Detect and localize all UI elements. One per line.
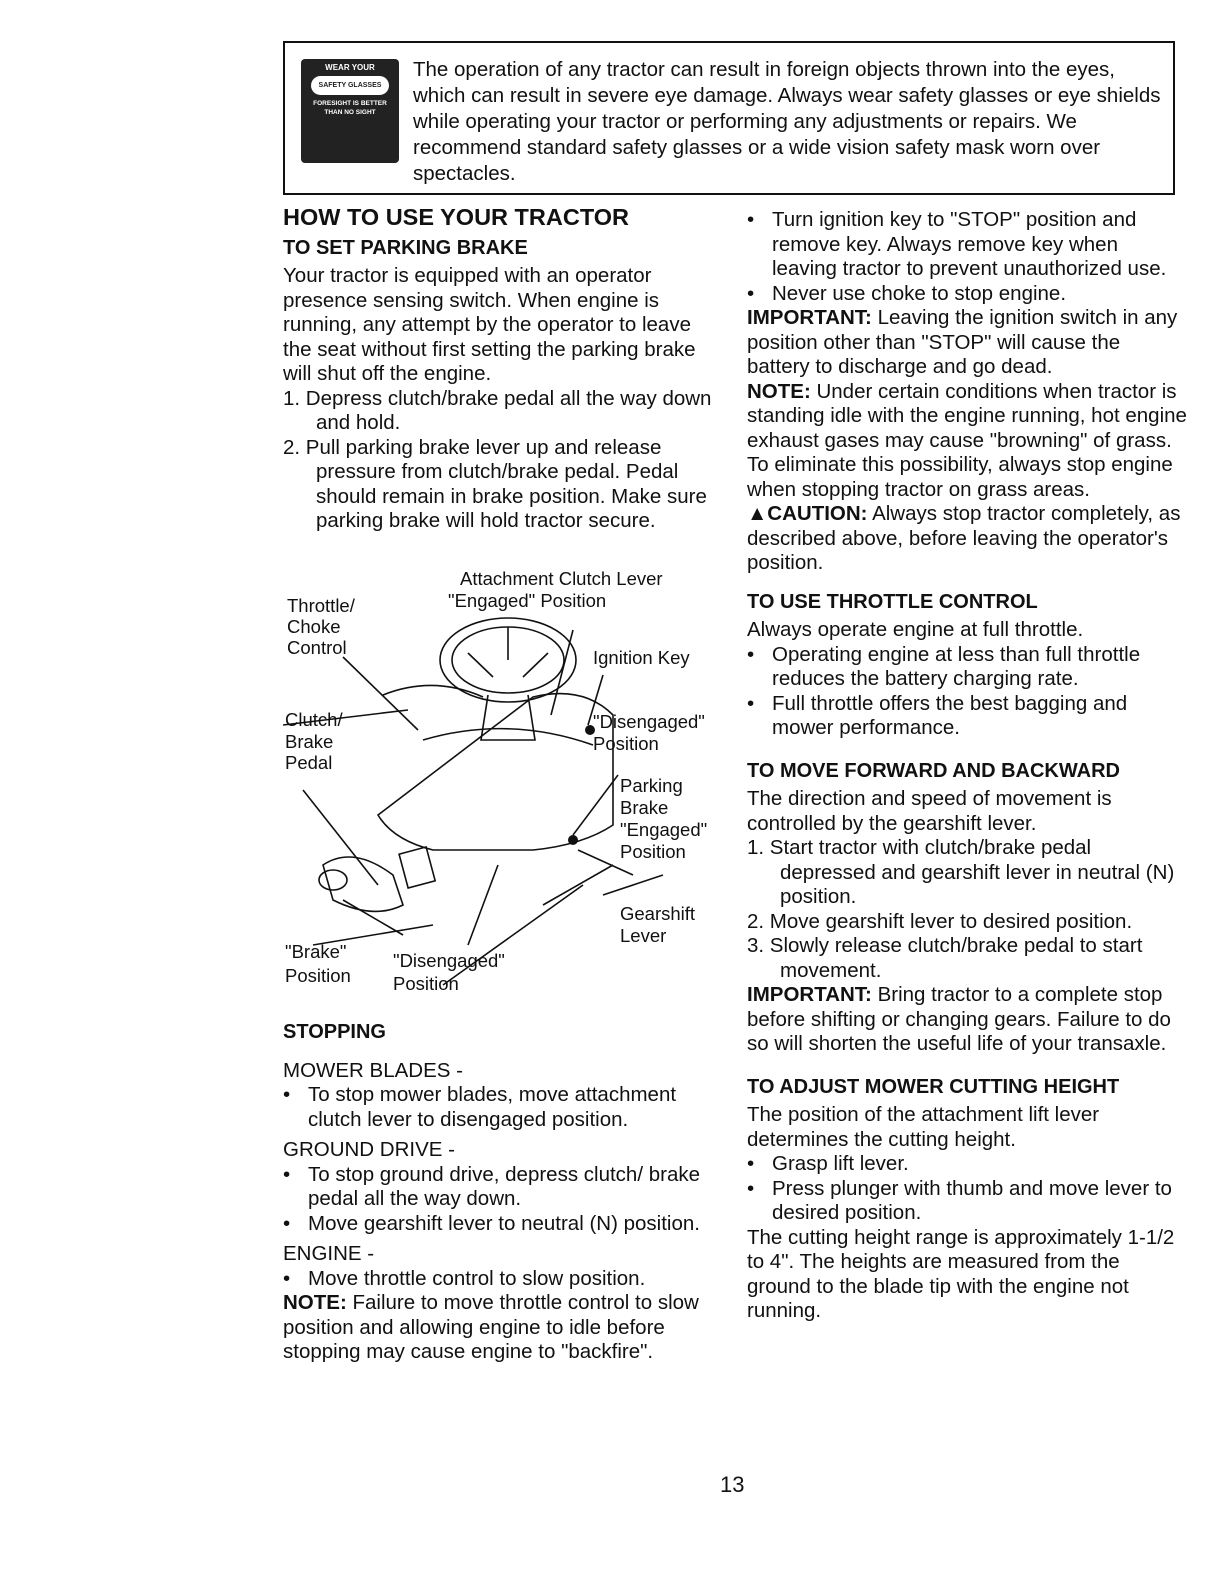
- note-text-right: Under certain conditions when tractor is standing idle with the engine running, hot engine exhaust gases may cause "browning" of grass. To eliminate this possibility, always stop engine when stopping tractor on grass areas.: [747, 379, 1187, 501]
- mower-blades-item: • To stop mower blades, move attachment clutch lever to disengaged position.: [283, 1083, 723, 1132]
- safety-warning-box: [283, 41, 1175, 195]
- height-intro: The position of the attachment lift lever determines the cutting height.: [747, 1103, 1100, 1151]
- throttle-intro: Always operate engine at full throttle.: [747, 618, 1084, 641]
- note-label: NOTE:: [283, 1291, 347, 1314]
- ground-drive-item-1: • To stop ground drive, depress clutch/ brake pedal all the way down.: [283, 1163, 723, 1212]
- important-ignition: [747, 306, 1187, 380]
- throttle-bullet-1: • Operating engine at less than full throttle reduces the battery charging rate.: [747, 643, 1187, 692]
- parking-step-2: 2. Pull parking brake lever up and release pressure from clutch/brake pedal. Pedal should remain in brake position. Make sure parking brake will hold tractor secure.: [283, 435, 707, 532]
- label-brake: Brake: [285, 731, 334, 752]
- caution-label: CAUTION:: [767, 502, 868, 525]
- page-title: HOW TO USE YOUR TRACTOR: [283, 204, 629, 230]
- stopping-heading: STOPPING: [283, 1021, 386, 1043]
- move-important-label: IMPORTANT:: [747, 983, 872, 1006]
- label-pedal: Pedal: [285, 752, 333, 773]
- note-label-right: NOTE:: [747, 379, 811, 403]
- label-parking-brake: Brake: [620, 797, 669, 818]
- height-bullet-2: • Press plunger with thumb and move lever to desired position.: [747, 1177, 1187, 1226]
- parking-step-1: 1. Depress clutch/brake pedal all the way down and hold.: [283, 386, 712, 434]
- stop-bullet-1: • Turn ignition key to "STOP" position and remove key. Always remove key when leaving tractor to prevent unauthorized use.: [747, 208, 1187, 282]
- tractor-controls-diagram: [283, 565, 723, 995]
- height-outro: The cutting height range is approximately 1-1/2 to 4". The heights are measured from the ground to the blade tip with the engine not running.: [747, 1225, 1175, 1322]
- throttle-heading: TO USE THROTTLE CONTROL: [747, 590, 1038, 613]
- page-number: 13: [720, 1472, 745, 1497]
- caution-icon: ▲: [747, 502, 768, 525]
- stop-bullet-2: • Never use choke to stop engine.: [747, 282, 1187, 307]
- stopping-note: [283, 1291, 723, 1365]
- label-parking: Parking: [620, 775, 683, 796]
- ground-drive-heading: GROUND DRIVE -: [283, 1138, 455, 1161]
- parking-brake-heading: TO SET PARKING BRAKE: [283, 236, 528, 259]
- note-text: Failure to move throttle control to slow position and allowing engine to idle before stopping may cause engine to "backfire".: [283, 1291, 699, 1363]
- parking-brake-intro: Your tractor is equipped with an operator presence sensing switch. When engine is running, any attempt by the operator to leave the seat without first setting the parking brake will shut off the engine.: [283, 264, 696, 385]
- label-disengaged-position: Position: [593, 733, 659, 754]
- label-disengaged-2-position: Position: [393, 973, 459, 994]
- label-clutch: Clutch/: [285, 709, 343, 730]
- stopping-section: [283, 1020, 723, 1365]
- important-label: IMPORTANT:: [747, 306, 872, 329]
- important-text: Leaving the ignition switch in any position other than "STOP" will cause the battery to discharge and go dead.: [747, 306, 1178, 378]
- label-brake-position: Position: [285, 965, 351, 986]
- caution-text: Always stop tractor completely, as described above, before leaving the operator's position.: [747, 502, 1181, 574]
- label-gearshift: Gearshift: [620, 903, 696, 924]
- move-important: [747, 983, 1187, 1057]
- move-step-2: 2. Move gearshift lever to desired position.: [747, 909, 1133, 933]
- label-ignition-key: Ignition Key: [593, 647, 690, 668]
- left-column: [283, 205, 723, 534]
- label-choke: Choke: [287, 616, 341, 637]
- warning-text: The operation of any tractor can result in foreign objects thrown into the eyes, which can result in severe eye damage. Always wear safety glasses or eye shields while operating your tractor or performing any adjustments or repairs. We recommend standard safety glasses or a wide vision safety mask worn over spectacles.: [413, 58, 1161, 185]
- label-gearshift-lever: Lever: [620, 925, 667, 946]
- mower-blades-heading: MOWER BLADES -: [283, 1058, 463, 1082]
- label-control: Control: [287, 637, 347, 658]
- label-parking-position: Position: [620, 841, 686, 862]
- height-bullet-1: • Grasp lift lever.: [747, 1152, 1187, 1177]
- label-disengaged-2: "Disengaged": [393, 950, 505, 971]
- label-parking-engaged: "Engaged": [620, 819, 708, 840]
- move-heading: TO MOVE FORWARD AND BACKWARD: [747, 759, 1120, 782]
- move-important-text: Bring tractor to a complete stop before shifting or changing gears. Failure to do so will shorten the useful life of your transaxle.: [747, 983, 1171, 1055]
- height-heading: TO ADJUST MOWER CUTTING HEIGHT: [747, 1075, 1120, 1098]
- label-throttle: Throttle/: [287, 595, 355, 616]
- engine-item-1: • Move throttle control to slow position.: [283, 1267, 723, 1292]
- note-browning: [747, 380, 1187, 503]
- label-attachment-engaged: "Engaged" Position: [448, 590, 607, 611]
- move-step-3: 3. Slowly release clutch/brake pedal to start movement.: [747, 934, 1143, 982]
- throttle-bullet-2: • Full throttle offers the best bagging and mower performance.: [747, 692, 1187, 741]
- move-step-1: 1. Start tractor with clutch/brake pedal depressed and gearshift lever in neutral (N) position.: [747, 836, 1175, 908]
- icon-text-wear: WEAR YOUR: [325, 63, 375, 72]
- label-brake-quote: "Brake": [285, 941, 347, 962]
- label-disengaged: "Disengaged": [593, 711, 705, 732]
- icon-text-foresight: FORESIGHT IS BETTER THAN NO SIGHT: [313, 100, 387, 116]
- label-attachment-clutch: Attachment Clutch Lever: [460, 568, 663, 589]
- engine-heading: ENGINE -: [283, 1242, 375, 1265]
- icon-text-glasses: SAFETY GLASSES: [311, 76, 389, 95]
- ground-drive-item-2: • Move gearshift lever to neutral (N) position.: [283, 1212, 723, 1237]
- caution-paragraph: [747, 502, 1187, 576]
- right-column: [747, 208, 1187, 1324]
- move-intro: The direction and speed of movement is controlled by the gearshift lever.: [747, 787, 1112, 835]
- safety-glasses-icon: [301, 59, 399, 163]
